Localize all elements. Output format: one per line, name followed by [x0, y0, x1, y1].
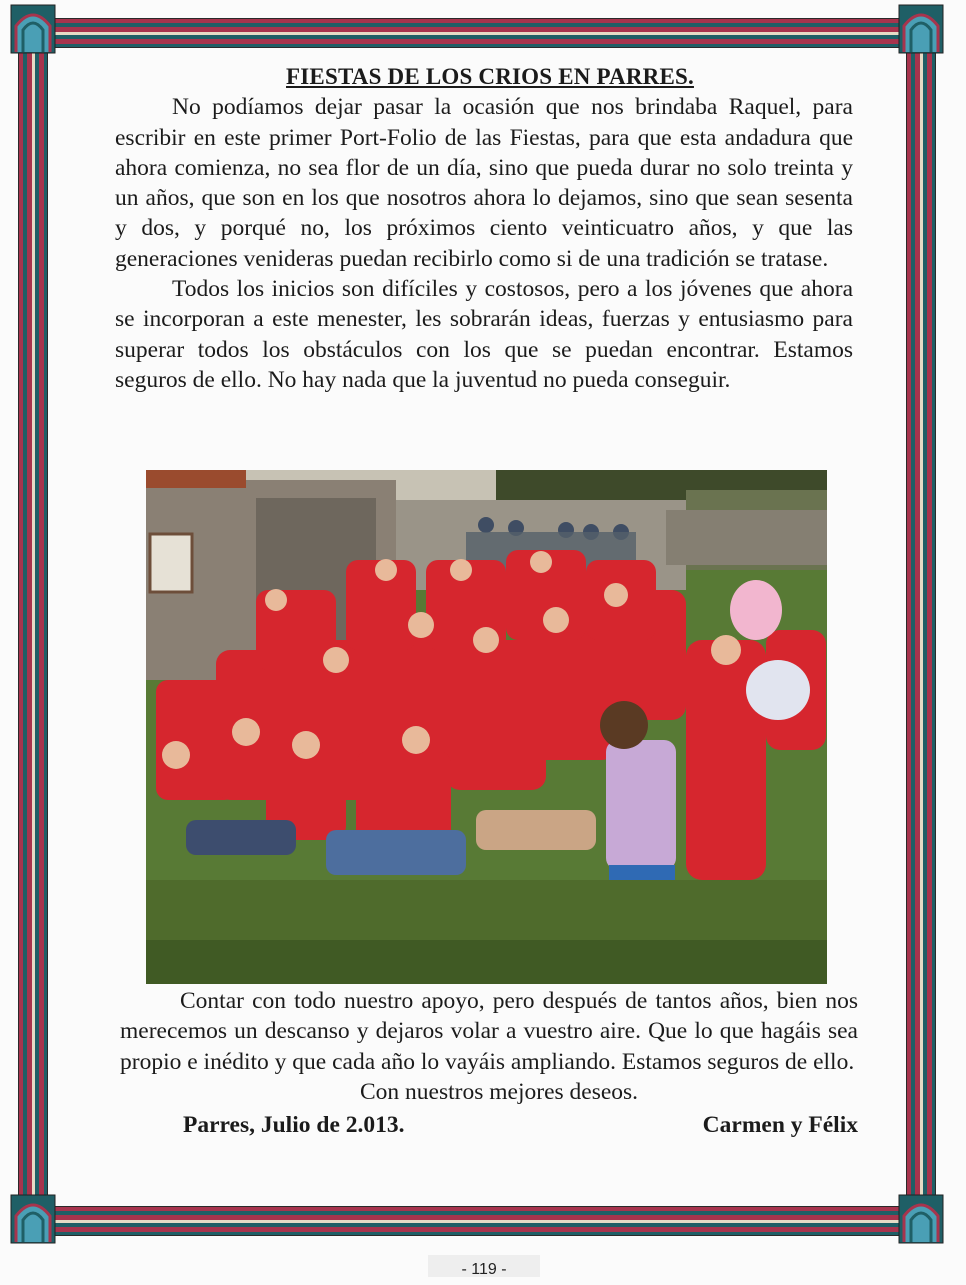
frame-bottom-border [40, 1206, 926, 1236]
page-number: - 119 - [428, 1255, 540, 1277]
paragraph-1: No podíamos dejar pasar la ocasión que nos brindaba Raquel, para escribir en este primer Port-Folio de las Fiestas, para que esta andadura que ahora comienza, no sea flor de un día, sino que pueda durar no solo treinta y un años, que son en los que nosotros ahora lo dejamos, sino que sean sesenta y dos, y porqué no, los próximos ciento veinticuatro años, y que las generaciones venideras puedan recibirlo como si de una tradición se tratase. [115, 94, 853, 272]
author-signature: Carmen y Félix [702, 1112, 858, 1139]
article-body-top [115, 62, 853, 395]
frame-left-border [18, 40, 48, 1240]
group-photo-children [146, 470, 827, 984]
article-title: FIESTAS DE LOS CRIOS EN PARRES. [286, 64, 694, 89]
frame-right-border [906, 40, 936, 1240]
frame-corner-ornament-bottom-left [10, 1194, 56, 1244]
frame-corner-ornament-top-right [898, 4, 944, 54]
place-date: Parres, Julio de 2.013. [183, 1112, 405, 1139]
paragraph-2: Todos los inicios son difíciles y costosos, pero a los jóvenes que ahora se incorporan a este menester, les sobrarán ideas, fuerzas y entusiasmo para superar todos los obstáculos con los que se puedan encontrar. Estamos seguros de ello. No hay nada que la juventud no pueda conseguir. [115, 276, 853, 393]
frame-top-border [40, 18, 926, 48]
signature-row [120, 1110, 858, 1140]
article-body-bottom [120, 986, 858, 1140]
paragraph-3: Contar con todo nuestro apoyo, pero después de tantos años, bien nos merecemos un descanso y dejaros volar a vuestro aire. Que lo que hagáis sea propio e inédito y que cada año lo vayáis ampliando. Estamos seguros de ello. [120, 988, 858, 1075]
frame-corner-ornament-top-left [10, 4, 56, 54]
closing-line: Con nuestros mejores deseos. [360, 1078, 639, 1105]
frame-corner-ornament-bottom-right [898, 1194, 944, 1244]
